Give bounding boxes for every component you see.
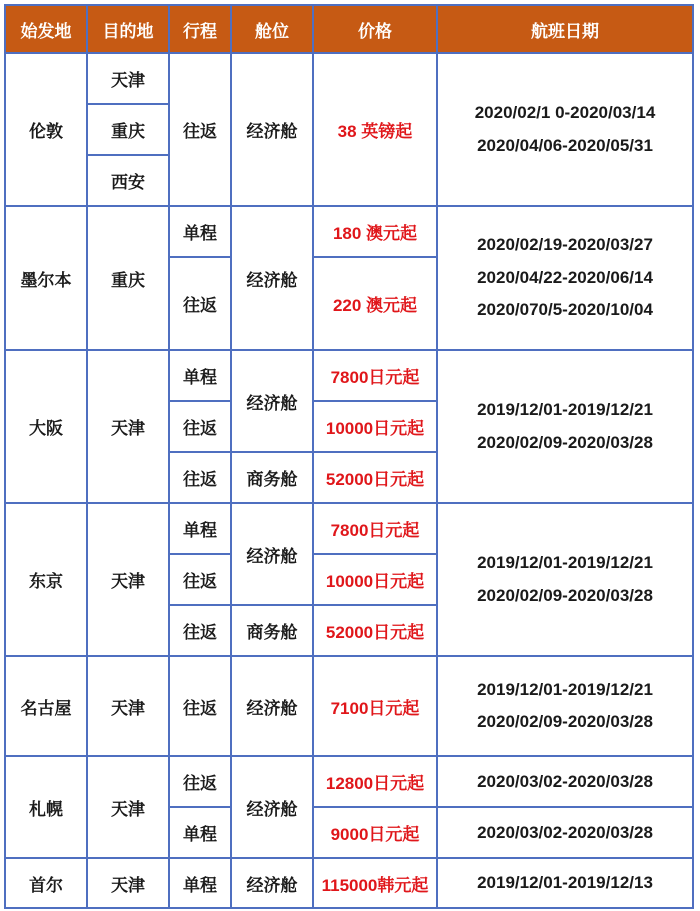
trip-cell: 往返 [169, 554, 231, 605]
table-row [5, 858, 693, 908]
trip-cell: 往返 [169, 756, 231, 807]
destination-cell: 天津 [87, 350, 169, 503]
cabin-cell: 经济舱 [231, 350, 313, 452]
date-range: 2020/02/1 0-2020/03/14 [474, 103, 656, 123]
origin-cell: 首尔 [5, 858, 87, 908]
origin-cell: 东京 [5, 503, 87, 656]
header-cabin: 舱位 [231, 5, 313, 53]
cabin-cell: 商务舱 [231, 452, 313, 503]
trip-cell: 往返 [169, 257, 231, 350]
trip-cell: 单程 [169, 858, 231, 908]
header-row [5, 5, 693, 53]
destination-cell: 西安 [87, 155, 169, 206]
trip-cell: 单程 [169, 206, 231, 257]
table-row [5, 53, 693, 104]
price-cell: 115000韩元起 [313, 858, 437, 908]
trip-cell: 往返 [169, 401, 231, 452]
price-cell: 9000日元起 [313, 807, 437, 858]
table-row [5, 756, 693, 807]
date-range: 2019/12/01-2019/12/21 [477, 553, 653, 573]
date-range: 2020/04/06-2020/05/31 [477, 135, 653, 155]
dates-cell: 2020/03/02-2020/03/28 [437, 807, 693, 858]
header-flight-dates: 航班日期 [437, 5, 693, 53]
date-range: 2020/04/22-2020/06/14 [477, 267, 653, 287]
price-cell: 220 澳元起 [313, 257, 437, 350]
trip-cell: 单程 [169, 807, 231, 858]
trip-cell: 单程 [169, 350, 231, 401]
trip-cell: 往返 [169, 605, 231, 656]
cabin-cell: 商务舱 [231, 605, 313, 656]
origin-cell: 墨尔本 [5, 206, 87, 350]
dates-cell [437, 656, 693, 756]
table-row [5, 656, 693, 756]
dates-cell [437, 206, 693, 350]
destination-cell: 天津 [87, 858, 169, 908]
dates-cell: 2019/12/01-2019/12/13 [437, 858, 693, 908]
date-range: 2020/02/09-2020/03/28 [477, 585, 653, 605]
destination-cell: 天津 [87, 656, 169, 756]
header-price: 价格 [313, 5, 437, 53]
date-range: 2020/02/09-2020/03/28 [477, 712, 653, 731]
table-row [5, 206, 693, 257]
date-range: 2020/02/19-2020/03/27 [477, 235, 653, 255]
dates-cell [437, 350, 693, 503]
header-origin: 始发地 [5, 5, 87, 53]
price-cell: 7800日元起 [313, 503, 437, 554]
table-row [5, 350, 693, 401]
price-cell: 7800日元起 [313, 350, 437, 401]
dates-cell [437, 503, 693, 656]
origin-cell: 札幌 [5, 756, 87, 858]
cabin-cell: 经济舱 [231, 858, 313, 908]
origin-cell: 伦敦 [5, 53, 87, 206]
price-cell: 10000日元起 [313, 401, 437, 452]
price-cell: 52000日元起 [313, 605, 437, 656]
price-cell: 7100日元起 [313, 656, 437, 756]
price-cell: 10000日元起 [313, 554, 437, 605]
header-destination: 目的地 [87, 5, 169, 53]
table-row [5, 503, 693, 554]
flight-price-table-frame [4, 4, 692, 907]
date-range: 2019/12/01-2019/12/21 [477, 679, 653, 699]
origin-cell: 大阪 [5, 350, 87, 503]
destination-cell: 重庆 [87, 104, 169, 155]
origin-cell: 名古屋 [5, 656, 87, 756]
cabin-cell: 经济舱 [231, 206, 313, 350]
price-cell: 180 澳元起 [313, 206, 437, 257]
date-range: 2019/12/01-2019/12/21 [477, 400, 653, 420]
destination-cell: 天津 [87, 53, 169, 104]
price-cell: 52000日元起 [313, 452, 437, 503]
price-cell: 12800日元起 [313, 756, 437, 807]
destination-cell: 重庆 [87, 206, 169, 350]
flight-price-table [4, 4, 694, 909]
date-range: 2020/070/5-2020/10/04 [477, 300, 653, 320]
cabin-cell: 经济舱 [231, 53, 313, 206]
dates-cell: 2020/03/02-2020/03/28 [437, 756, 693, 807]
destination-cell: 天津 [87, 503, 169, 656]
dates-cell [437, 53, 693, 206]
header-trip: 行程 [169, 5, 231, 53]
trip-cell: 往返 [169, 656, 231, 756]
cabin-cell: 经济舱 [231, 656, 313, 756]
trip-cell: 单程 [169, 503, 231, 554]
destination-cell: 天津 [87, 756, 169, 858]
trip-cell: 往返 [169, 53, 231, 206]
price-cell: 38 英镑起 [313, 53, 437, 206]
date-range: 2020/02/09-2020/03/28 [477, 432, 653, 452]
trip-cell: 往返 [169, 452, 231, 503]
cabin-cell: 经济舱 [231, 503, 313, 605]
cabin-cell: 经济舱 [231, 756, 313, 858]
